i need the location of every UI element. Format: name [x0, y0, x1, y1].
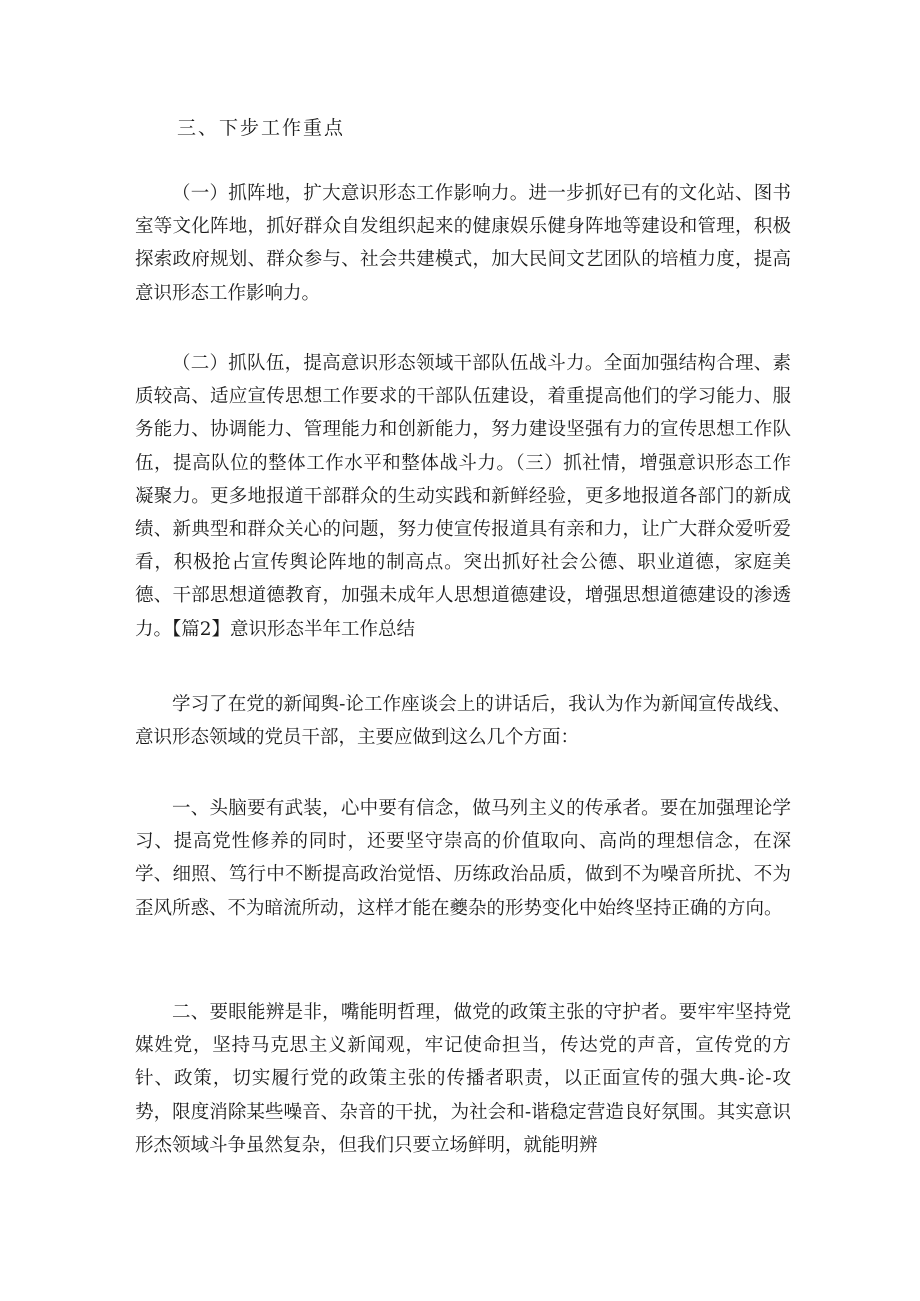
section-heading: 三、下步工作重点	[177, 117, 346, 139]
paragraph-study-intro: 学习了在党的新闻舆-论工作座谈会上的讲话后，我认为作为新闻宣传战线、意识形态领域的党员干部，主要应做到这么几个方面：	[135, 694, 791, 749]
paragraph-point-one: 一、头脑要有武装，心中要有信念，做马列主义的传承者。要在加强理论学习、提高党性修养的同时，还要坚守崇高的价值取向、高尚的理想信念，在深学、细照、笃行中不断提高政治觉悟、历练政治品质，做到不为噪音所扰、不为歪风所惑、不为暗流所动，这样才能在夔杂的形势变化中始终坚持正确的方向。	[135, 798, 791, 919]
paragraph-team-building: （二）抓队伍，提高意识形态领域干部队伍战斗力。全面加强结构合理、素质较高、适应宣传思想工作要求的干部队伍建设，着重提高他们的学习能力、服务能力、协调能力、管理能力和创新能力，努力建设坚强有力的宣传思想工作队伍，提高队位的整体工作水平和整体战斗力。（三）抓社情，增强意识形态工作凝聚力。更多地报道干部群众的生动实践和新鲜经验，更多地报道各部门的新成绩、新典型和群众关心的问题，努力使宣传报道具有亲和力，让广大群众爱听爱看，积极抢占宣传舆论阵地的制高点。突出抓好社会公德、职业道德，家庭美德、干部思想道德教育，加强未成年人思想道德建设，增强思想道德建设的渗透力。【篇2】意识形态半年工作总结	[135, 353, 791, 640]
paragraph-cultural-positions: （一）抓阵地，扩大意识形态工作影响力。进一步抓好已有的文化站、图书室等文化阵地，抓好群众自发组织起来的健康娱乐健身阵地等建设和管理，积极探索政府规划、群众参与、社会共建模式，加大民间文艺团队的培植力度，提高意识形态工作影响力。	[135, 183, 791, 304]
paragraph-point-two: 二、要眼能辨是非，嘴能明哲理，做党的政策主张的守护者。要牢牢坚持党媒姓党，坚持马克思主义新闻观，牢记使命担当，传达党的声音，宣传党的方针、政策，切实履行党的政策主张的传播者职责，以正面宣传的强大典-论-攻势，限度消除某些噪音、杂音的干扰，为社会和-谐稳定营造良好氛围。其实意识形杰领域斗争虽然复杂，但我们只要立场鲜明，就能明辨	[135, 1002, 791, 1156]
